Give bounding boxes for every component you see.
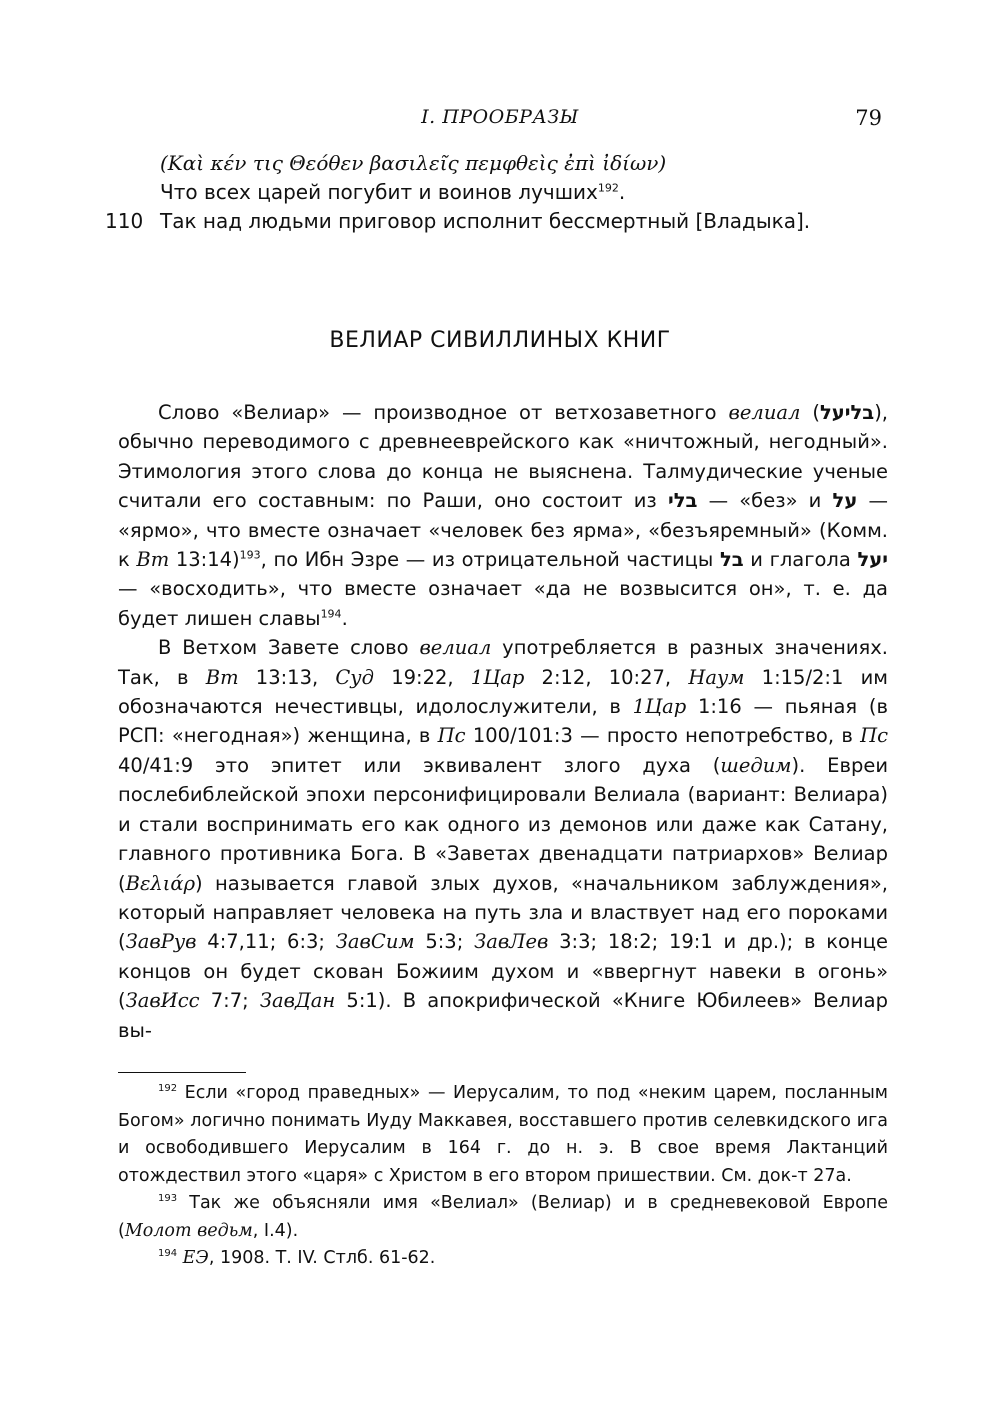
- text-run: 1:15/2:1 им обозначаются нечестивцы, идолослужители, в: [118, 665, 888, 719]
- text-run: 3:3; 18:2; 19:1 и др.); в конце концов он будет скован Божиим духом и «ввергнут навеки в огонь» (: [118, 930, 888, 1013]
- section-title: ВЕЛИАР СИВИЛЛИНЫХ КНИГ: [329, 328, 671, 353]
- text-run: Слово «Велиар» — производное от ветхозаветного: [158, 401, 729, 424]
- italic-term: велиал: [728, 401, 801, 424]
- text-run: употребляется в разных значениях. Так, в: [118, 636, 888, 689]
- footnote-193: [118, 1190, 888, 1245]
- italic-term: ЗавДан: [259, 989, 336, 1013]
- footnote-text: , I.4).: [252, 1220, 299, 1241]
- text-run: 5:3;: [414, 930, 475, 954]
- text-run: — «восходить», что вместе означает «да не возвысится он», т. е. да будет лишен славы: [118, 577, 888, 630]
- text-run: — «без» и: [697, 489, 833, 513]
- italic-term: ЗавСим: [335, 930, 415, 954]
- hebrew-word: בלי: [667, 489, 698, 513]
- italic-term: Пс: [860, 724, 888, 748]
- text-run: ) называется главой злых духов, «начальником заблуждения», который направляет человека на путь зла и властвует над его пороками (: [118, 871, 888, 954]
- footnotes: [118, 1080, 888, 1273]
- footnote-divider: [118, 1072, 246, 1073]
- verse-text: Так над людьми приговор исполнит бессмертный [Владыка].: [160, 209, 811, 233]
- italic-term: 1Цар: [632, 695, 687, 719]
- verse-line-number: 110: [105, 209, 144, 233]
- greek-word: Βελιάρ: [125, 871, 196, 895]
- text-run: 4:7,11; 6:3;: [196, 930, 336, 954]
- italic-term: Вт: [136, 548, 170, 572]
- italic-term: шедим: [720, 753, 792, 777]
- italic-term: ЗавИсс: [125, 989, 200, 1013]
- footnote-number: 192: [158, 1083, 178, 1095]
- footnote-number: 194: [158, 1248, 178, 1260]
- greek-quote: (Καὶ κέν τις Θεόθεν βασιλεῖς πεμφθεὶς ἐπὶ ἰδίων): [160, 151, 667, 175]
- paragraph-2: [118, 633, 888, 1045]
- verse-line-3: [105, 205, 920, 238]
- italic-term: Пс: [437, 724, 466, 748]
- text-run: — «ярмо», что вместе означает «человек без ярма», «безъяремный» (Комм. к: [118, 489, 889, 572]
- verse-punct: .: [618, 180, 626, 204]
- text-run: 13:13,: [238, 665, 336, 689]
- footnote-ref: 193: [239, 548, 261, 562]
- hebrew-word: בל: [719, 548, 744, 572]
- text-run: ), обычно переводимого с древнееврейского как «ничтожный, негодный». Этимология этого слова до конца не выяснена. Талмудические ученые считали его составным: по Раши, оно состоит из: [118, 401, 888, 513]
- footnote-number: 193: [158, 1193, 178, 1205]
- text-run: .: [341, 606, 348, 630]
- italic-term: Молот ведьм: [124, 1220, 253, 1241]
- footnote-text: Так же объясняли имя «Велиал» (Велиар) и в средневековой Европе (: [118, 1193, 888, 1241]
- text-run: 7:7;: [199, 989, 260, 1013]
- italic-term: Наум: [688, 665, 745, 689]
- text-run: , по Ибн Эзре — из отрицательной частицы: [260, 548, 720, 572]
- hebrew-word: יעל: [857, 548, 888, 572]
- footnote-ref: 192: [597, 181, 619, 195]
- text-run: (: [800, 401, 820, 424]
- italic-term: ЗавЛев: [474, 930, 549, 954]
- italic-term: велиал: [419, 636, 492, 660]
- text-run: 2:12, 10:27,: [524, 665, 689, 689]
- text-run: 100/101:3 — просто непотребство, в: [465, 724, 861, 748]
- verse-text: Что всех царей погубит и воинов лучших: [160, 180, 598, 204]
- text-run: 5:1). В апокрифической «Книге Юбилеев» Велиар вы-: [118, 989, 888, 1042]
- footnote-ref: 194: [320, 607, 342, 621]
- footnote-text: Если «город праведных» — Иерусалим, то под «неким царем, посланным Богом» логично понимать Иуду Маккавея, восставшего против селевкидского ига и освободившего Иерусалим в 164 г. до н. э. В свое время Лактанций отождествил этого «царя» с Христом в его втором пришествии. См. док-т 27а.: [118, 1083, 888, 1186]
- text-run: ). Евреи послебиблейской эпохи персонифицировали Велиала (вариант: Велиара) и стали воспринимать его как одного из демонов или даже как Сатану, главного противника Бога. В «Заветах двенадцати патриархов» Велиар (: [118, 753, 888, 895]
- footnote-text: , 1908. Т. IV. Стлб. 61-62.: [208, 1248, 436, 1268]
- text-run: и глагола: [743, 548, 858, 572]
- italic-term: Вт: [205, 665, 239, 689]
- italic-term: ЕЭ: [177, 1248, 209, 1268]
- text-run: 13:14): [169, 548, 240, 572]
- hebrew-word: על: [832, 489, 858, 513]
- italic-term: 1Цар: [470, 665, 525, 689]
- italic-term: Суд: [335, 665, 374, 689]
- hebrew-word: בליעל: [819, 401, 875, 424]
- footnote-192: [118, 1080, 888, 1190]
- page-number: 79: [855, 106, 882, 130]
- italic-term: ЗавРув: [125, 930, 197, 954]
- text-run: 40/41:9 это эпитет или эквивалент злого духа (: [118, 753, 721, 777]
- page-header: [0, 106, 1000, 136]
- running-head: I. ПРООБРАЗЫ: [421, 106, 579, 128]
- text-run: В Ветхом Завете слово: [158, 636, 420, 660]
- text-run: 19:22,: [373, 665, 471, 689]
- body-text: [118, 398, 888, 1045]
- paragraph-1: [118, 398, 888, 633]
- text-run: 1:16 — пьяная (в РСП: «негодная») женщина, в: [118, 695, 888, 748]
- footnote-194: [118, 1245, 888, 1273]
